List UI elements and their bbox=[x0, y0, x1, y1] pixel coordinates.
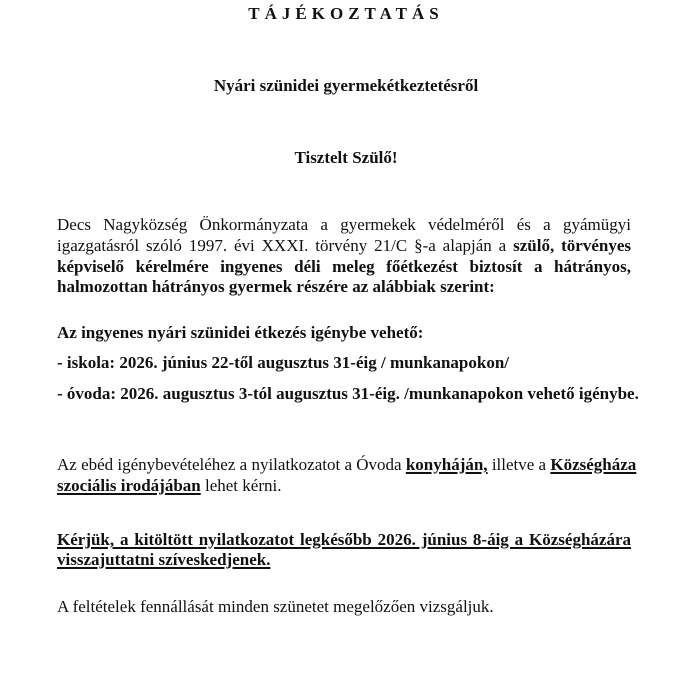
form-info-line-1 bbox=[57, 455, 637, 475]
availability-heading: Az ingyenes nyári szünidei étkezés igénybe vehető: bbox=[57, 323, 424, 342]
closing-note: A feltételek fennállását minden szünetet megelőzően vizsgáljuk. bbox=[57, 597, 494, 616]
request-line-1: Kérjük, a kitöltött nyilatkozatot legkésőbb 2026. június 8-áig a Községházára bbox=[57, 530, 631, 549]
intro-line-2-bold: szülő, törvényes bbox=[513, 236, 631, 255]
salutation: Tisztelt Szülő! bbox=[294, 148, 398, 167]
form-info-text-2: illetve a bbox=[487, 455, 551, 474]
form-info-line-2 bbox=[57, 476, 281, 496]
intro-line-2-text: igazgatásról szóló 1997. évi XXXI. törvény 21/C §-a alapján a bbox=[57, 236, 514, 255]
school-period: - iskola: 2026. június 22-től augusztus 31-éig / munkanapokon/ bbox=[57, 353, 510, 372]
form-info-text-1: Az ebéd igénybevételéhez a nyilatkozatot a Óvoda bbox=[57, 455, 406, 474]
request-line-2: visszajuttatni szíveskedjenek. bbox=[57, 550, 271, 569]
town-hall-location: Községháza bbox=[550, 455, 637, 474]
intro-line-3: képviselő kérelmére ingyenes déli meleg főétkezést biztosít a hátrányos, bbox=[57, 257, 631, 276]
social-office-location: szociális irodájában bbox=[57, 476, 201, 495]
intro-line-4: halmozottan hátrányos gyermek részére az alábbiak szerint: bbox=[57, 277, 495, 296]
form-info-text-3: lehet kérni. bbox=[200, 476, 282, 495]
document-subtitle: Nyári szünidei gyermekétkeztetésről bbox=[213, 76, 479, 95]
kitchen-location: konyháján, bbox=[405, 455, 488, 474]
document-title: TÁJÉKOZTATÁS bbox=[248, 4, 444, 23]
intro-line-1: Decs Nagyközség Önkormányzata a gyermekek védelméről és a gyámügyi bbox=[57, 215, 631, 234]
kindergarten-period: - óvoda: 2026. augusztus 3-tól augusztus 31-éig. /munkanapokon vehető igénybe. bbox=[57, 384, 639, 403]
intro-line-2 bbox=[57, 236, 631, 256]
